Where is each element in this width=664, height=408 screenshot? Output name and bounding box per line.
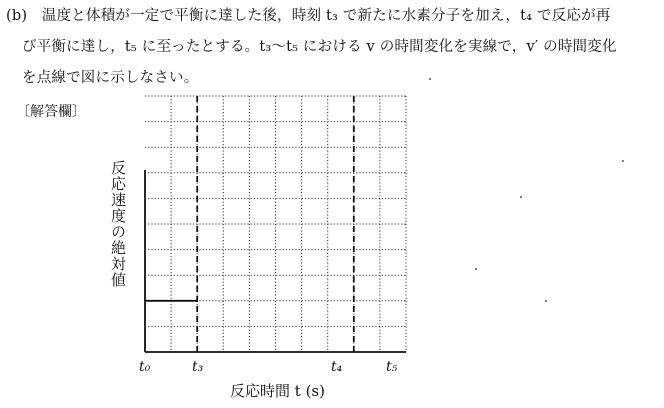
x-axis-label: 反応時間 t (s) [230, 382, 325, 400]
scan-speck [475, 268, 477, 270]
question-line-3: を点線で図に示しなさい。 [22, 70, 199, 86]
tick-label-t4: t₄ [331, 359, 343, 375]
question-line-2: び平衡に達し，t₅ に至ったとする。t₃〜t₅ における v の時間変化を実線で，v′ の時間変化 [22, 39, 617, 55]
scan-speck [622, 160, 624, 162]
y-axis-label: 反応速度の絶対値 [109, 160, 127, 288]
tick-label-t5: t₅ [386, 359, 398, 375]
scan-speck [429, 78, 431, 80]
answer-area-label: 〔解答欄〕 [16, 104, 86, 120]
tick-label-t0: t₀ [139, 359, 151, 375]
scan-speck [545, 300, 547, 302]
question-line-1: (b) 温度と体積が一定で平衡に達した後，時刻 t₃ で新たに水素分子を加え，t₄ で反応が再 [6, 8, 611, 24]
scan-speck [520, 196, 522, 198]
tick-label-t3: t₃ [192, 359, 204, 375]
